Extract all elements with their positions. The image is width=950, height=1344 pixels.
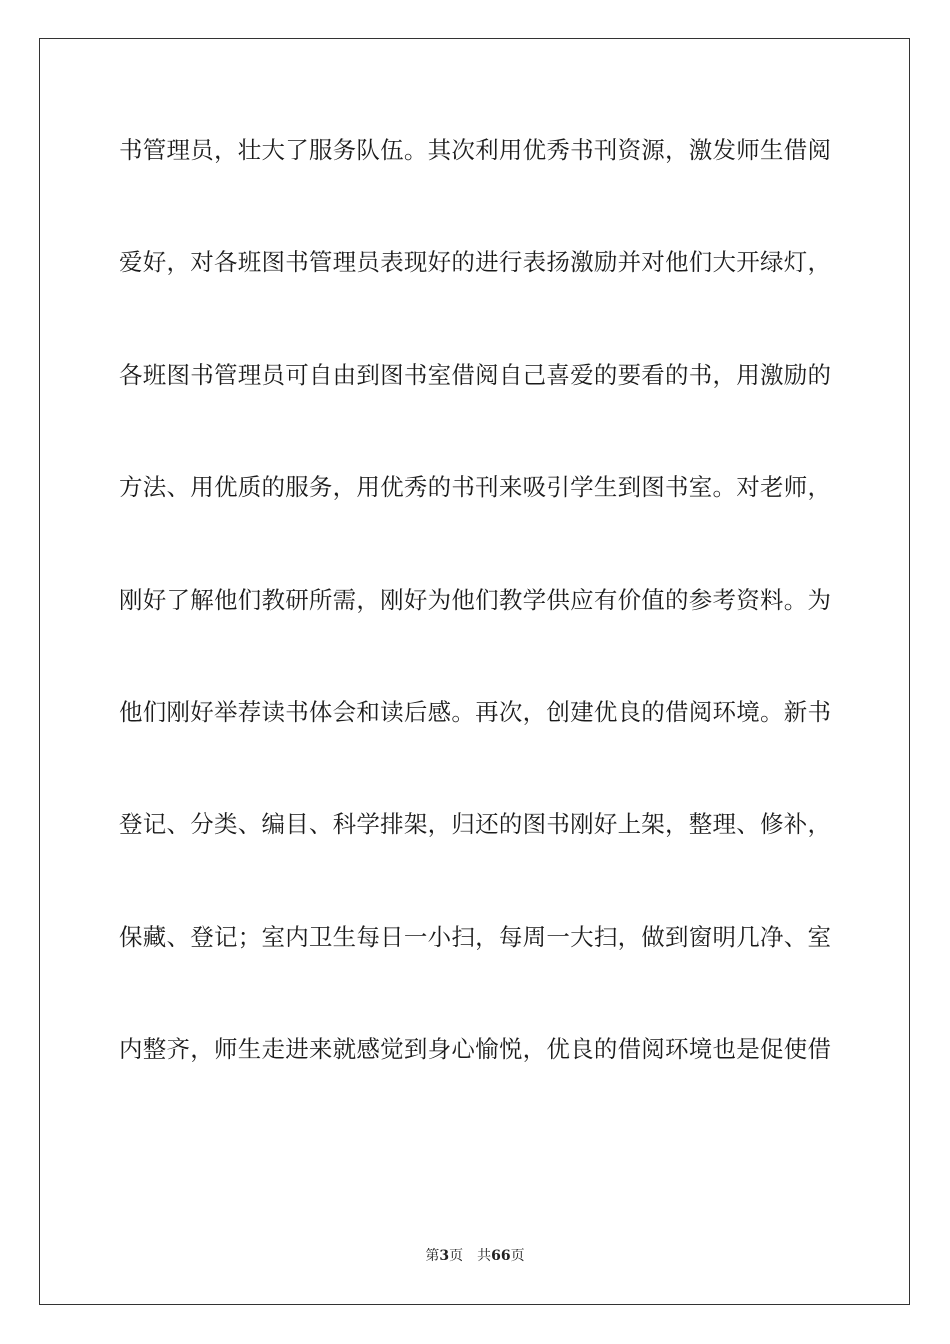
body-text [119, 128, 831, 1140]
total-prefix: 共 [477, 1248, 492, 1264]
text-line: 爱好，对各班图书管理员表现好的进行表扬激励并对他们大开绿灯， [119, 248, 831, 277]
text-line: 他们刚好举荐读书体会和读后感。再次，创建优良的借阅环境。新书 [119, 697, 831, 726]
page-number: 3 [439, 1248, 450, 1264]
text-line: 登记、分类、编目、科学排架，归还的图书刚好上架，整理、修补， [119, 810, 831, 839]
page-prefix: 第 [425, 1248, 440, 1264]
text-line: 方法、用优质的服务，用优秀的书刊来吸引学生到图书室。对老师， [119, 473, 831, 502]
total-pages: 66 [491, 1248, 511, 1264]
text-line: 刚好了解他们教研所需，刚好为他们教学供应有价值的参考资料。为 [119, 585, 831, 614]
text-line: 内整齐，师生走进来就感觉到身心愉悦，优良的借阅环境也是促使借 [119, 1035, 831, 1064]
page-footer [0, 1246, 950, 1266]
text-line: 书管理员，壮大了服务队伍。其次利用优秀书刊资源，激发师生借阅 [119, 136, 831, 164]
text-line: 各班图书管理员可自由到图书室借阅自己喜爱的要看的书，用激励的 [119, 360, 831, 389]
page-suffix: 页 [449, 1248, 464, 1264]
text-line: 保藏、登记；室内卫生每日一小扫，每周一大扫，做到窗明几净、室 [119, 922, 831, 951]
total-suffix: 页 [510, 1248, 525, 1264]
